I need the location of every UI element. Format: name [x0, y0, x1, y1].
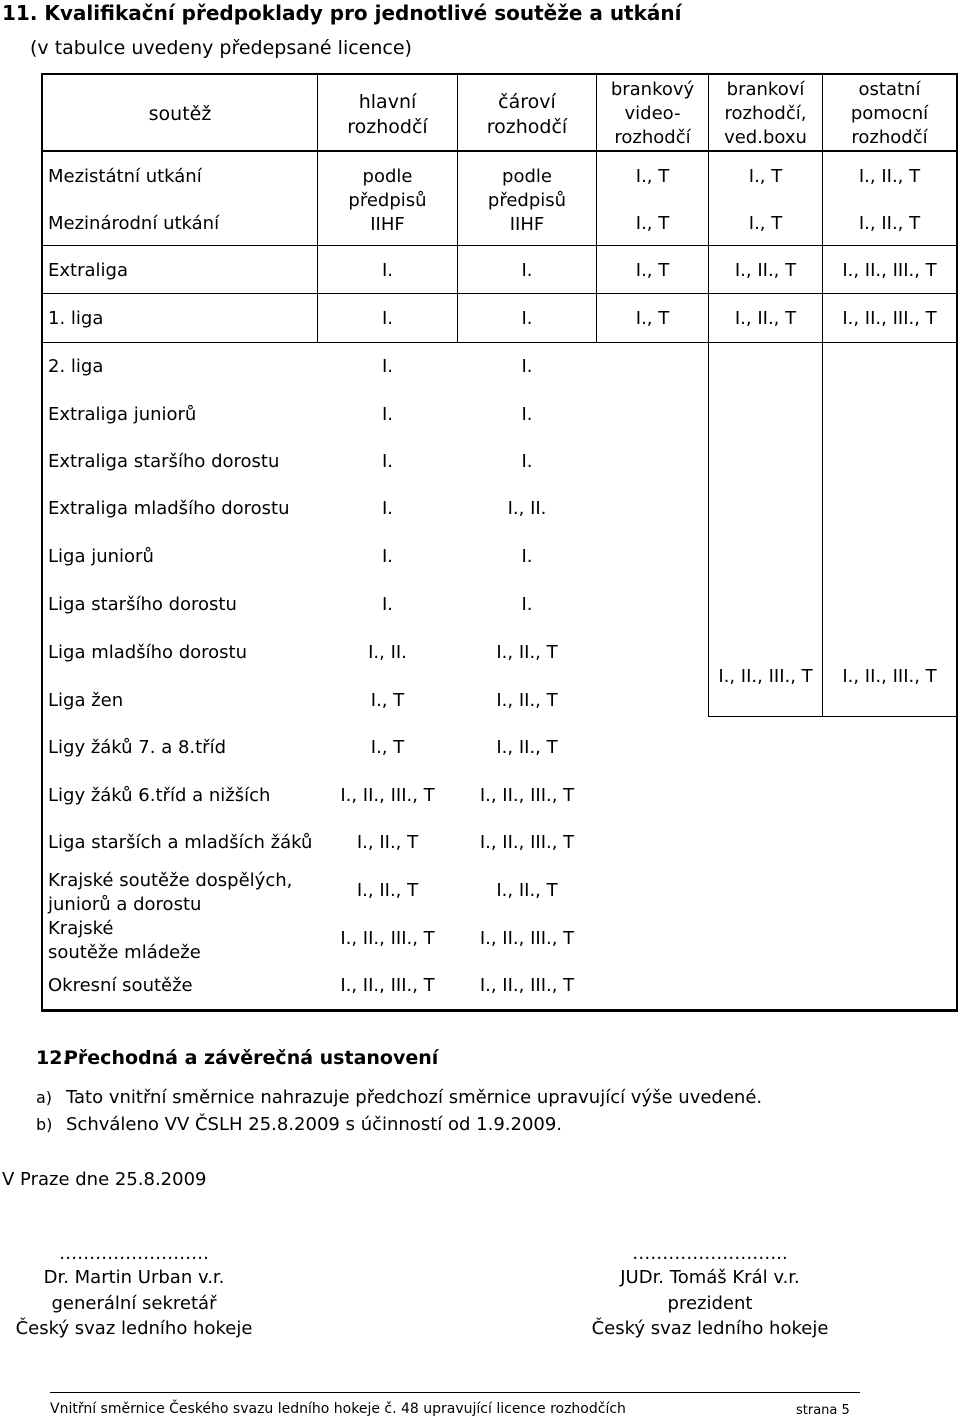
row-divider-intl — [41, 245, 958, 246]
signature-left-org: Český svaz ledního hokeje — [15, 1318, 253, 1339]
cell-main-krajske-mladeze: I., II., III., T — [340, 928, 435, 949]
cell-other-mezinarodni: I., II., T — [858, 213, 921, 234]
row-name-extraliga-mladsiho-dorostu: Extraliga mladšího dorostu — [48, 498, 290, 519]
signature-left-role: generální sekretář — [51, 1293, 217, 1314]
signature-left-dots: ……………………. — [59, 1243, 209, 1264]
cell-other-1-liga: I., II., III., T — [842, 308, 937, 329]
cell-main-liga-junioru: I. — [381, 546, 394, 567]
cell-main-liga-zaku: I., II., T — [356, 832, 419, 853]
cell-main-okresni: I., II., III., T — [340, 975, 435, 996]
row-divider-extraliga — [41, 293, 958, 294]
cell-video-extraliga: I., T — [635, 260, 670, 281]
row-name-1-liga: 1. liga — [48, 308, 104, 329]
cell-main-extraliga-starsiho-dorostu: I. — [381, 451, 394, 472]
table-border-top — [41, 73, 958, 75]
cell-line-extraliga: I. — [521, 260, 533, 281]
section-12-title: Přechodná a závěrečná ustanovení — [64, 1047, 439, 1069]
table-border-right — [956, 73, 958, 1011]
cell-line-1-liga: I. — [521, 308, 533, 329]
section-12-item-a-marker: a) — [36, 1088, 53, 1107]
row-name-liga-junioru: Liga juniorů — [48, 546, 154, 567]
cell-line-ligy-zaku-7-8: I., II., T — [496, 737, 558, 758]
cell-line-2-liga: I. — [521, 356, 533, 377]
cell-main-liga-mladsiho-dorostu: I., II. — [368, 642, 407, 663]
iihf-main-line2: předpisů — [348, 190, 427, 211]
cell-main-ligy-zaku-6: I., II., III., T — [340, 785, 435, 806]
cell-other-mezistatni: I., II., T — [858, 166, 921, 187]
row-name-liga-zaku: Liga starších a mladších žáků — [48, 832, 313, 853]
cell-main-ligy-zaku-7-8: I., T — [370, 737, 405, 758]
signature-left-name: Dr. Martin Urban v.r. — [43, 1267, 225, 1288]
row-name-krajske-dospelych-line1: Krajské soutěže dospělých, — [48, 870, 293, 891]
cell-other-merged-lower: I., II., III., T — [842, 666, 937, 687]
header-competition: soutěž — [148, 103, 212, 125]
row-name-krajske-mladeze-line2: soutěže mládeže — [48, 942, 201, 963]
place-date: V Praze dne 25.8.2009 — [2, 1169, 207, 1190]
section-11-subtitle: (v tabulce uvedeny předepsané licence) — [30, 37, 412, 59]
cell-video-mezinarodni: I., T — [635, 213, 670, 234]
cell-line-liga-mladsiho-dorostu: I., II., T — [496, 642, 558, 663]
row-name-extraliga-junioru: Extraliga juniorů — [48, 404, 197, 425]
row-name-ligy-zaku-6: Ligy žáků 6.tříd a nižších — [48, 785, 271, 806]
iihf-line-line2: předpisů — [487, 190, 567, 211]
header-video-line1: brankový — [610, 79, 695, 100]
cell-line-krajske-mladeze: I., II., III., T — [479, 928, 575, 949]
row-divider-merged-top — [708, 716, 958, 717]
row-name-krajske-dospelych-line2: juniorů a dorostu — [48, 894, 202, 915]
row-name-mezistatni: Mezistátní utkání — [48, 166, 202, 187]
signature-right-org: Český svaz ledního hokeje — [591, 1318, 829, 1339]
cell-goal-mezistatni: I., T — [748, 166, 783, 187]
row-name-krajske-mladeze-line1: Krajské — [48, 918, 114, 939]
row-name-liga-mladsiho-dorostu: Liga mladšího dorostu — [48, 642, 248, 663]
cell-goal-merged-lower: I., II., III., T — [718, 666, 813, 687]
col-divider-5-lower — [822, 343, 823, 717]
iihf-line-line1: podle — [502, 166, 552, 187]
row-name-liga-starsiho-dorostu: Liga staršího dorostu — [48, 594, 237, 615]
header-video-line2: video- — [624, 103, 681, 124]
row-name-mezinarodni: Mezinárodní utkání — [48, 213, 220, 234]
cell-line-okresni: I., II., III., T — [479, 975, 575, 996]
cell-goal-extraliga: I., II., T — [734, 260, 797, 281]
col-divider-4-lower — [708, 343, 709, 717]
cell-line-ligy-zaku-6: I., II., III., T — [479, 785, 575, 806]
row-name-liga-zen: Liga žen — [48, 690, 124, 711]
table-border-left — [41, 73, 43, 1011]
row-name-extraliga-starsiho-dorostu: Extraliga staršího dorostu — [48, 451, 280, 472]
header-linesman-line2: rozhodčí — [486, 116, 568, 138]
cell-line-liga-junioru: I. — [521, 546, 533, 567]
cell-goal-1-liga: I., II., T — [734, 308, 797, 329]
row-name-okresni: Okresní soutěže — [48, 975, 193, 996]
iihf-line-line3: IIHF — [509, 214, 545, 235]
cell-goal-mezinarodni: I., T — [748, 213, 783, 234]
row-name-2-liga: 2. liga — [48, 356, 104, 377]
section-12-item-b-marker: b) — [36, 1115, 53, 1134]
cell-line-krajske-dospelych: I., II., T — [496, 880, 558, 901]
footer-page-number: strana 5 — [796, 1403, 850, 1418]
cell-line-liga-starsiho-dorostu: I. — [521, 594, 533, 615]
cell-main-2-liga: I. — [381, 356, 394, 377]
cell-main-1-liga: I. — [381, 308, 394, 329]
row-name-extraliga: Extraliga — [48, 260, 128, 281]
header-other-line1: ostatní — [858, 79, 921, 100]
footer-rule — [50, 1392, 860, 1393]
cell-line-extraliga-mladsiho-dorostu: I., II. — [507, 498, 547, 519]
section-11-title: 11. Kvalifikační předpoklady pro jednotlivé soutěže a utkání — [2, 1, 682, 25]
cell-line-extraliga-starsiho-dorostu: I. — [521, 451, 533, 472]
signature-right-dots: …………………….. — [632, 1243, 788, 1264]
section-12-number: 12. — [36, 1047, 70, 1069]
cell-main-extraliga: I. — [381, 260, 394, 281]
cell-video-mezistatni: I., T — [635, 166, 670, 187]
header-video-line3: rozhodčí — [614, 127, 691, 148]
row-name-ligy-zaku-7-8: Ligy žáků 7. a 8.tříd — [48, 737, 227, 758]
signature-right-role: prezident — [667, 1293, 753, 1314]
row-divider-1liga — [41, 342, 958, 343]
section-12-item-b-text: Schváleno VV ČSLH 25.8.2009 s účinností od 1.9.2009. — [66, 1114, 563, 1135]
iihf-main-line3: IIHF — [370, 214, 405, 235]
cell-main-liga-starsiho-dorostu: I. — [381, 594, 394, 615]
table-border-bottom — [41, 1009, 958, 1012]
cell-main-extraliga-junioru: I. — [381, 404, 394, 425]
cell-line-liga-zen: I., II., T — [496, 690, 558, 711]
header-main-referee-line1: hlavní — [358, 91, 417, 113]
header-goal-line2: rozhodčí, — [724, 103, 807, 124]
cell-other-extraliga: I., II., III., T — [842, 260, 937, 281]
header-goal-line3: ved.boxu — [724, 127, 807, 148]
header-separator — [41, 150, 958, 152]
header-other-line2: pomocní — [850, 103, 929, 124]
cell-line-extraliga-junioru: I. — [521, 404, 533, 425]
cell-video-1-liga: I., T — [635, 308, 670, 329]
iihf-main-line1: podle — [362, 166, 413, 187]
cell-main-extraliga-mladsiho-dorostu: I. — [381, 498, 394, 519]
header-main-referee-line2: rozhodčí — [347, 116, 428, 138]
section-12-item-a-text: Tato vnitřní směrnice nahrazuje předchozí směrnice upravující výše uvedené. — [66, 1087, 763, 1108]
signature-right-name: JUDr. Tomáš Král v.r. — [620, 1267, 800, 1288]
header-linesman-line1: čároví — [498, 91, 556, 113]
footer-text: Vnitřní směrnice Českého svazu ledního hokeje č. 48 upravující licence rozhodčích — [50, 1401, 626, 1417]
header-goal-line1: brankoví — [726, 79, 805, 100]
cell-main-liga-zen: I., T — [370, 690, 405, 711]
cell-main-krajske-dospelych: I., II., T — [356, 880, 419, 901]
header-other-line3: rozhodčí — [851, 127, 928, 148]
cell-line-liga-zaku: I., II., III., T — [479, 832, 575, 853]
